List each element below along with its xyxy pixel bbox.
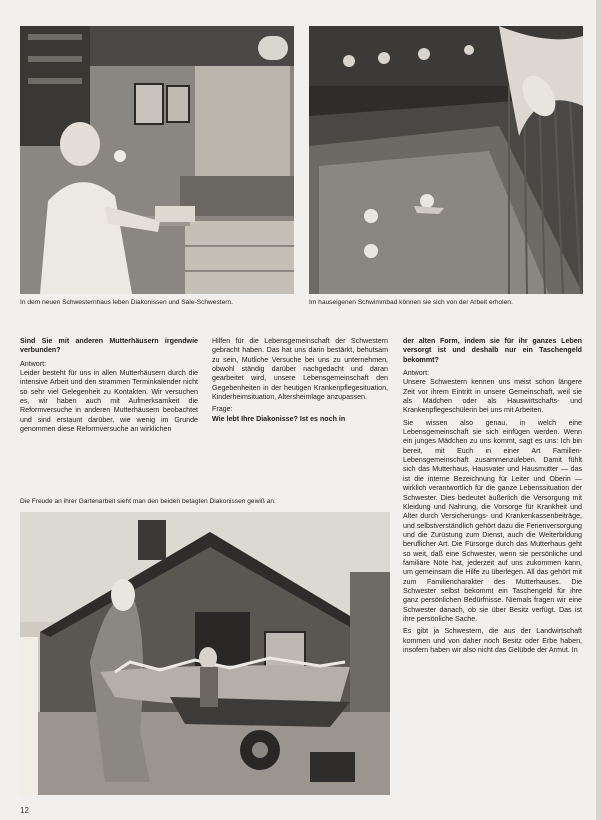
text-column-3 (403, 337, 582, 658)
column3-paragraph: Unsere Schwestern kennen uns meist schon längere Zeit vor ihrem Eintritt in unsere Gemeinschaft, weil sie als Mädchen oder als Hauswirtschafts- und Krankenpflegeschülerin bei uns mit Arbeiten. (403, 378, 582, 415)
column1-answer-label: Antwort: (20, 359, 47, 368)
text-column-1 (20, 337, 198, 437)
column3-paragraph: Sie wissen also genau, in welch eine Lebensgemeinschaft sie sich einfügen werden. Wenn ein junges Mädchen zu uns kommt, sagt es uns: Ich bin bereit, mit Euch in einer Art Familien-Lebensgemeinschaft zusammenzuleben. Damit fühlt sich das Mutterhaus, Hausvater und Hausmutter — das ist die interne Bezeichnung für Leiter und Oberin — wirklich verantwortlich für die ganze Lebenssituation der Schwester. Dies bedeutet äußerlich die Versorgung mit Kleidung und Nahrung, die Vorsorge für Krankheit und Alter durch Versicherungs- und Krankenkassenbeiträge, und selbstverständlich gehört dazu die Ferienversorgung und die Zurüstung zum Dienst, auch die Weiterbildung beruflicher Art. Die Fürsorge durch das Mutterhaus geht so weit, daß eine Schwester, wenn sie persönliche und familiäre Nöte hat, jederzeit auf uns zukommen kann, um gemeinsam die Hilfe zu überlegen. All das gehört mit zum Familiencharakter des Mutterhauses. Die Schwester selbst bekommt ein Taschengeld für ihre ganz persönlichen Bedürfnisse. Niemals fragen wir eine Schwester danach, ob sie über Besitz verfügt. Das ist ihre persönliche Sache. (403, 418, 582, 623)
caption-bottom: Die Freude an ihrer Gartenarbeit sieht man den beiden betagten Diakonissen gewiß an. (20, 498, 276, 505)
photo-garden-work (20, 512, 390, 795)
page-number: 12 (20, 806, 29, 815)
column3-answer-label: Antwort: (403, 369, 430, 378)
page-edge (596, 0, 601, 820)
column1-question: Sind Sie mit anderen Mutterhäusern irgendwie verbunden? (20, 337, 198, 355)
photo-deaconess-at-desk (20, 26, 294, 294)
column2-question-label: Frage: (212, 405, 233, 414)
caption-top-left: In dem neuen Schwesternhaus leben Diakonissen und Sale-Schwestern. (20, 299, 233, 306)
column1-answer: Leider besteht für uns in allen Mutterhäusern durch die intensive Arbeit und den strammen Terminkalender nicht so sehr viel Gelegenheit zu Kontakten. Wir versuchen es, wir haben auch mit Aufmerksamkeit die Reformversuche in anderen Mutterhäusern beobachtet und sind erstaunt darüber, wie wenig im Grunde genommen diese Reformversuche an wirklichen (20, 369, 198, 434)
column3-question: der alten Form, indem sie für ihr ganzes Leben versorgt ist und deshalb nur ein Taschengeld bekommt? (403, 337, 582, 364)
text-column-2 (212, 337, 388, 428)
column3-paragraph: Es gibt ja Schwestern, die aus der Landwirtschaft kommen und von daher noch Besitz oder Erbe haben, insofern haben wir also nicht das Gelübde der Armut. In (403, 627, 582, 654)
photo-swimming-pool (309, 26, 583, 294)
column2-text: Hilfen für die Lebensgemeinschaft der Schwestern gebracht haben. Das hat uns darin bestärkt, behutsam zu sein, Mutliche Versuche bei uns zu unternehmen, obwohl ständig darüber nachgedacht und daran gearbeitet wird, unsere Lebensgemeinschaft den Gegebenheiten in der heutigen Krankenpflegesituation, Kinderheimsituation, Altersheimlage anzupassen. (212, 337, 388, 402)
column2-question: Wie lebt Ihre Diakonisse? Ist es noch in (212, 414, 346, 423)
caption-top-right: Im hauseigenen Schwimmbad können sie sich von der Arbeit erholen. (309, 299, 513, 306)
